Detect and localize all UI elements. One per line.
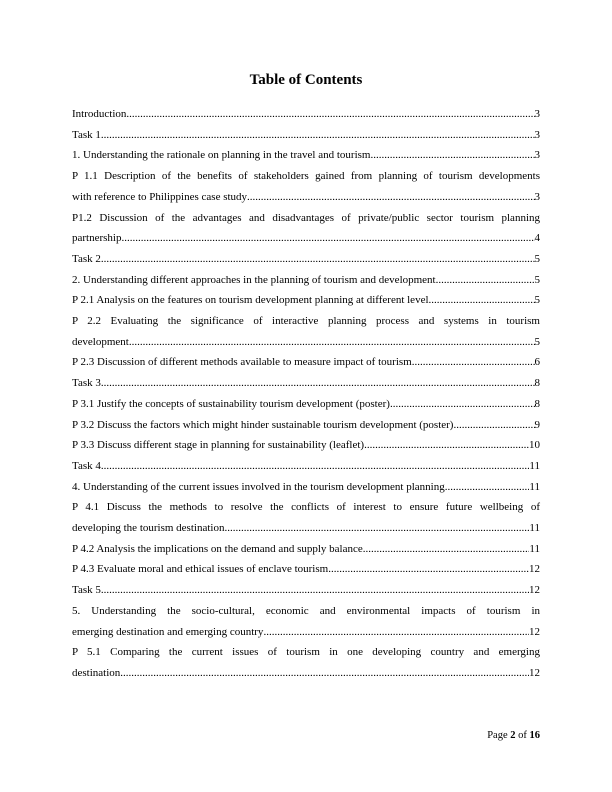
toc-page-number: 5 xyxy=(534,273,540,286)
total-pages-number: 16 xyxy=(529,730,540,741)
dot-leader xyxy=(363,539,530,560)
dot-leader xyxy=(390,394,535,415)
toc-entry[interactable] xyxy=(72,580,540,601)
dot-leader xyxy=(101,580,529,601)
toc-page-number: 12 xyxy=(529,584,540,597)
toc-entry[interactable] xyxy=(72,415,540,436)
toc-page-number: 11 xyxy=(529,459,540,472)
toc-entry-label: development xyxy=(72,335,129,348)
toc-entry-line xyxy=(72,394,540,415)
toc-entry-line xyxy=(72,477,540,498)
toc-entry-line xyxy=(72,187,540,208)
toc-entry-line xyxy=(72,145,540,166)
page-label: Page xyxy=(487,730,508,741)
toc-entry-label: Task 4 xyxy=(72,459,101,472)
dot-leader xyxy=(445,477,530,498)
toc-page-number: 5 xyxy=(534,252,540,265)
toc-entry-label: Task 3 xyxy=(72,377,101,390)
toc-entry[interactable] xyxy=(72,497,540,538)
toc-entry[interactable] xyxy=(72,290,540,311)
dot-leader xyxy=(412,352,535,373)
toc-entry-text-line: P 4.1 Discuss the methods to resolve the conflicts of interest to ensure future wellbeing of xyxy=(72,501,540,514)
toc-page-number: 11 xyxy=(529,480,540,493)
toc-entry-text-line: P 1.1 Description of the benefits of stakeholders gained from planning of tourism developments xyxy=(72,170,540,183)
toc-page-number: 5 xyxy=(534,335,540,348)
toc-page-number: 4 xyxy=(534,232,540,245)
toc-page-number: 11 xyxy=(529,542,540,555)
toc-entry-label: Introduction xyxy=(72,108,127,120)
toc-page-number: 8 xyxy=(534,377,540,390)
toc-entry-label: partnership xyxy=(72,232,122,245)
toc-entry-line xyxy=(72,518,540,539)
toc-page-number: 12 xyxy=(529,563,540,576)
toc-entry[interactable] xyxy=(72,166,540,207)
toc-entry-line xyxy=(72,290,540,311)
toc-entry-label: P 4.2 Analysis the implications on the demand and supply balance xyxy=(72,542,363,555)
dot-leader xyxy=(101,373,535,394)
dot-leader xyxy=(129,332,535,353)
toc-entry[interactable] xyxy=(72,373,540,394)
toc-entry-label: P 3.2 Discuss the factors which might hinder sustainable tourism development (poster) xyxy=(72,418,454,431)
dot-leader xyxy=(121,228,534,249)
toc-page-number: 12 xyxy=(529,666,540,679)
toc-entry-text-line: 5. Understanding the socio-cultural, economic and environmental impacts of tourism in xyxy=(72,604,540,617)
toc-title: Table of Contents xyxy=(249,72,363,88)
toc-entry-line xyxy=(72,456,540,477)
dot-leader xyxy=(263,622,529,643)
toc-entry-line xyxy=(72,435,540,456)
toc-entry-label: destination xyxy=(72,666,121,679)
toc-entry[interactable] xyxy=(72,249,540,270)
toc-page-number: 8 xyxy=(534,397,540,410)
toc-page-number: 10 xyxy=(529,439,540,452)
toc-entry-line xyxy=(72,415,540,436)
toc-entry-line xyxy=(72,104,540,125)
toc-entry-label: P 4.3 Evaluate moral and ethical issues of enclave tourism xyxy=(72,563,329,576)
dot-leader xyxy=(224,518,529,539)
toc-entry-line xyxy=(72,580,540,601)
toc-entry-label: developing the tourism destination xyxy=(72,522,225,535)
dot-leader xyxy=(453,415,534,436)
toc-entry-line xyxy=(72,332,540,353)
toc-entry-line xyxy=(72,539,540,560)
toc-page-number: 12 xyxy=(529,625,540,638)
toc-entry[interactable] xyxy=(72,601,540,642)
toc-entry[interactable] xyxy=(72,125,540,146)
toc-entry[interactable] xyxy=(72,145,540,166)
toc-entry[interactable] xyxy=(72,477,540,498)
toc-page-number: 11 xyxy=(529,522,540,535)
toc-entry-line xyxy=(72,373,540,394)
page-footer xyxy=(487,729,540,743)
toc-entry-label: P 2.1 Analysis on the features on tourism development planning at different level xyxy=(72,294,429,307)
toc-entry-line xyxy=(72,663,540,684)
toc-entry[interactable] xyxy=(72,539,540,560)
toc-entry-line xyxy=(72,249,540,270)
dot-leader xyxy=(436,270,535,291)
toc-page-number: 3 xyxy=(534,108,540,120)
toc-entry-label: P 3.3 Discuss different stage in planning for sustainability (leaflet) xyxy=(72,439,365,452)
toc-page-number: 3 xyxy=(534,190,540,203)
toc-entry[interactable] xyxy=(72,559,540,580)
toc-entry-text-line: P 5.1 Comparing the current issues of tourism in one developing country and emerging xyxy=(72,646,540,659)
dot-leader xyxy=(328,559,529,580)
toc-entry[interactable] xyxy=(72,394,540,415)
toc-entry[interactable] xyxy=(72,435,540,456)
dot-leader xyxy=(370,145,534,166)
toc-entry-line xyxy=(72,228,540,249)
toc-entry-line xyxy=(72,622,540,643)
toc-entry-label: 1. Understanding the rationale on planning in the travel and tourism xyxy=(72,149,371,162)
dot-leader xyxy=(101,456,530,477)
toc-entry[interactable] xyxy=(72,104,540,125)
toc-entry-label: Task 5 xyxy=(72,584,101,597)
toc-entry[interactable] xyxy=(72,270,540,291)
toc-page-number: 9 xyxy=(534,418,540,431)
toc-entry-label: 4. Understanding of the current issues involved in the tourism development planning xyxy=(72,480,445,493)
toc-entry-label: P 2.3 Discussion of different methods available to measure impact of tourism xyxy=(72,356,412,369)
toc-page-number: 5 xyxy=(534,294,540,307)
dot-leader xyxy=(429,290,535,311)
dot-leader xyxy=(101,249,535,270)
dot-leader xyxy=(364,435,529,456)
toc-entry-line xyxy=(72,559,540,580)
toc-entry-label: Task 1 xyxy=(72,128,101,141)
toc-entry[interactable] xyxy=(72,208,540,249)
page-of-label: of xyxy=(518,730,527,741)
toc-entry-line xyxy=(72,125,540,146)
dot-leader xyxy=(247,187,534,208)
toc-page-number: 3 xyxy=(534,128,540,141)
dot-leader xyxy=(101,125,535,146)
toc-entry[interactable] xyxy=(72,311,540,352)
toc-entry-text-line: P 2.2 Evaluating the significance of interactive planning process and systems in tourism xyxy=(72,315,540,328)
toc-entry-line xyxy=(72,270,540,291)
toc-entry-label: Task 2 xyxy=(72,252,101,265)
toc-entry-label: with reference to Philippines case study xyxy=(72,190,248,203)
toc-entry-line xyxy=(72,352,540,373)
toc-entry[interactable] xyxy=(72,642,540,683)
toc-entry-text-line: P1.2 Discussion of the advantages and disadvantages of private/public sector tourism planning xyxy=(72,211,540,224)
toc-entry-label: P 3.1 Justify the concepts of sustainability tourism development (poster) xyxy=(72,397,390,410)
toc-entry-label: emerging destination and emerging country xyxy=(72,625,264,638)
dot-leader xyxy=(120,663,529,684)
toc-entry[interactable] xyxy=(72,352,540,373)
toc-page-number: 3 xyxy=(534,149,540,162)
table-of-contents xyxy=(72,104,540,684)
toc-page-number: 6 xyxy=(534,356,540,369)
dot-leader xyxy=(126,104,534,125)
current-page-number: 2 xyxy=(510,730,516,741)
toc-entry-label: 2. Understanding different approaches in the planning of tourism and development xyxy=(72,273,436,286)
toc-entry[interactable] xyxy=(72,456,540,477)
